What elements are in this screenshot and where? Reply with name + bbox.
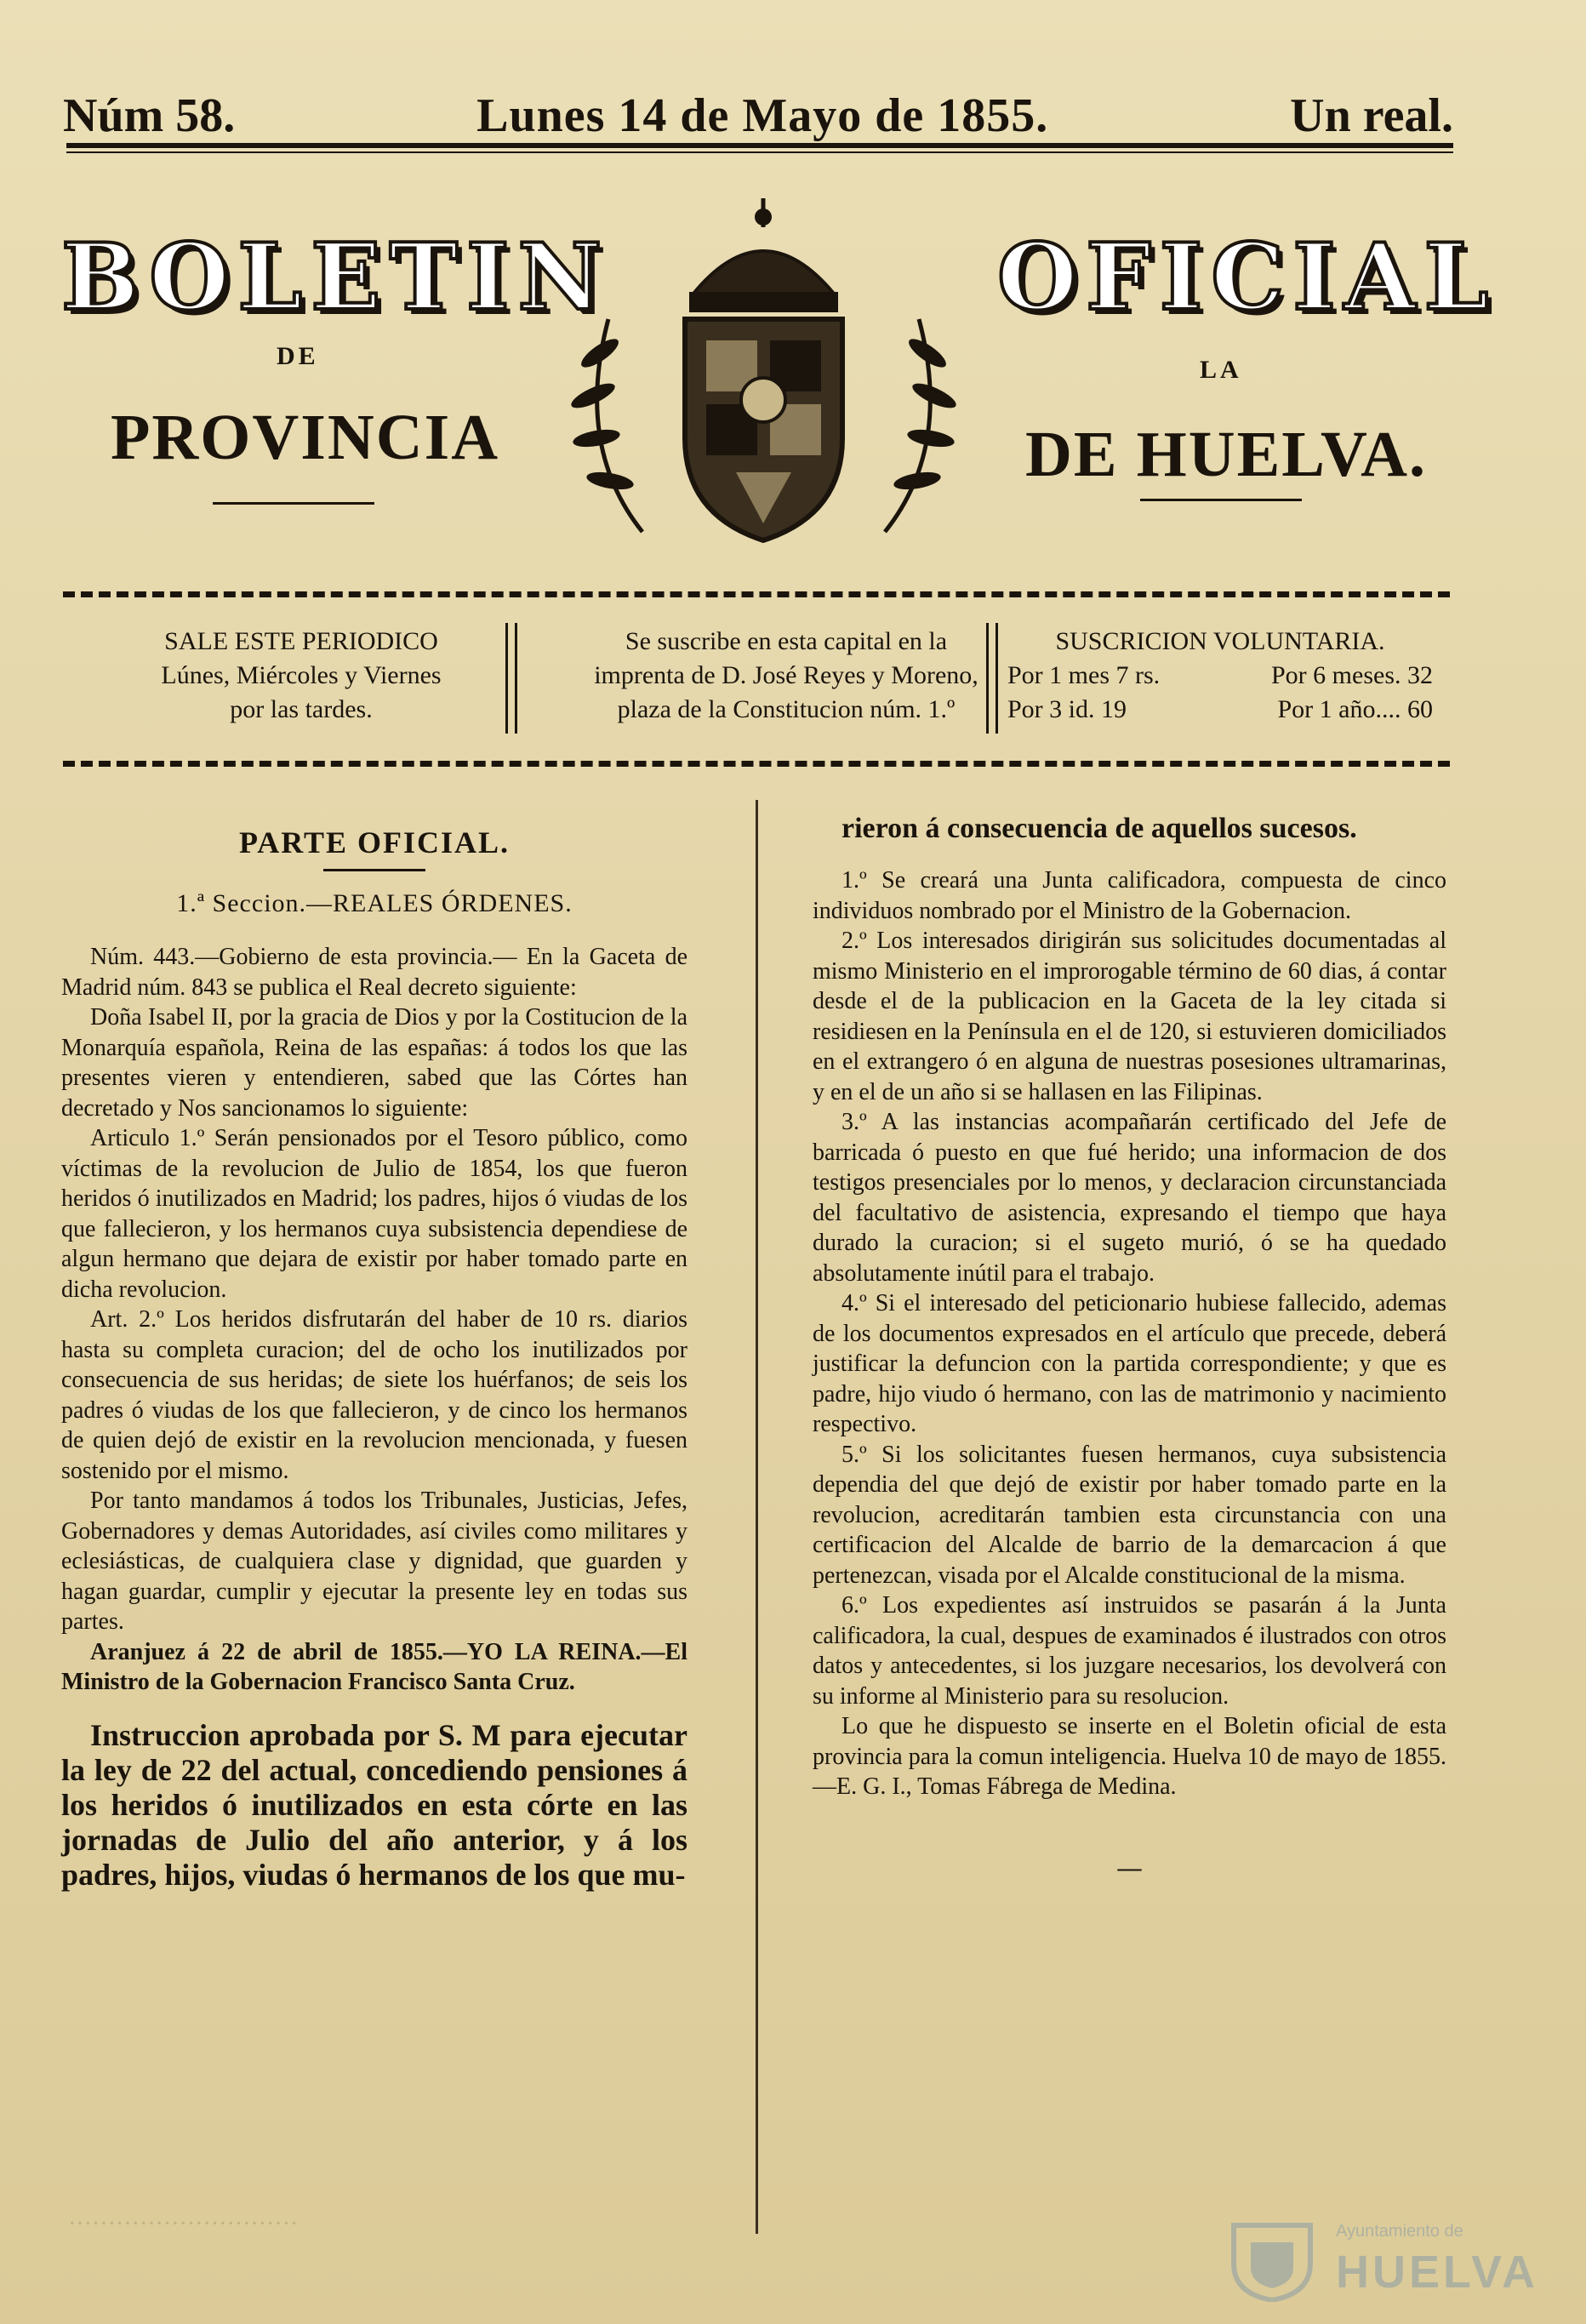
- article-paragraph: 2.º Los interesados dirigirán sus solicitudes documentadas al mismo Ministerio en el improrogable término de 60 dias, á contar desde el de la publicacion en la Gaceta de la ley citada si residiesen en la Península en el de 120, si estuvieren domiciliados en el extrangero ó en alguna de nuestras posesiones ultramarinas, y en el de un año si se hallasen en las Filipinas.: [813, 928, 1446, 1105]
- title-ornament-left: [213, 502, 374, 505]
- issue-date: Lunes 14 de Mayo de 1855.: [476, 89, 1049, 142]
- subscription-box: [63, 591, 1450, 767]
- archive-watermark: [1225, 2217, 1538, 2302]
- article-paragraph: Doña Isabel II, por la gracia de Dios y por la Costitucion de la Monarquía española, Reina de las españas: á todos los que las presentes vieren y entendieren, sabed que las Córtes han decretado y Nos sancionamos lo siguiente:: [61, 1004, 687, 1122]
- box-separator: [505, 623, 517, 734]
- article-paragraph: 4.º Si el interesado del peticionario hubiese fallecido, ademas de los documentos expresados en el artículo que precede, deberá justificar la defuncion con la partida correspondiente; y que es padre, hijo viudo ó hermano, con las de matrimonio y nacimiento respectivo.: [813, 1290, 1446, 1437]
- title-la: LA: [1200, 356, 1242, 384]
- price-row: [1007, 659, 1433, 693]
- article-paragraph: Por tanto mandamos á todos los Tribunales, Justicias, Jefes, Gobernadores y demas Autoridades, así civiles como militares y eclesiásticas, de cualquiera clase y dignidad, que guarden y hagan guardar, cumplir y ejecutar la presente ley en todas sus partes.: [61, 1487, 687, 1635]
- right-column: [813, 813, 1446, 1883]
- schedule-line-3: por las tardes.: [230, 695, 373, 723]
- left-column: [61, 813, 687, 1893]
- column-divider: [756, 800, 758, 2234]
- title-boletin: BOLETIN: [61, 224, 611, 331]
- title-de: DE: [277, 342, 319, 370]
- price-1-year: Por 1 año.... 60: [1277, 695, 1433, 723]
- masthead: [63, 89, 1453, 142]
- end-mark: —: [1117, 1854, 1142, 1881]
- subscription-prices: [1007, 625, 1433, 727]
- section-title: PARTE OFICIAL.: [238, 825, 511, 859]
- bleed-through-text: ·····························: [68, 2211, 299, 2237]
- article-paragraph: Articulo 1.º Serán pensionados por el Tesoro público, como víctimas de la revolucion de Julio de 1854, los que fueron heridos ó inutilizados en Madrid; los padres, hijos ó viudas de los que fallecieron, y los hermanos cuya subsistencia dependiese de algun hermano que dejara de existir por haber tomado parte en dicha revolucion.: [61, 1125, 687, 1303]
- price-3-months: Por 3 id. 19: [1007, 695, 1127, 723]
- title-de-huelva: DE HUELVA.: [1025, 419, 1427, 490]
- article-paragraph: 5.º Si los solicitantes fuesen hermanos, cuya subsistencia dependia del que dejó de existir por haber tomado parte en la revolucion, acreditarán tambien esta circunstancia con una certificacion del Alcalde de barrio de la demarcacion á que pertenezcan, visada por el Alcalde constitucional de la misma.: [813, 1441, 1446, 1589]
- closing-paragraph: Lo que he dispuesto se inserte en el Boletin oficial de esta provincia para la comun inteligencia. Huelva 10 de mayo de 1855.—E. G. I., Tomas Fábrega de Medina.: [813, 1713, 1446, 1800]
- city-shield-icon: [1225, 2217, 1319, 2302]
- subsection-title: 1.ª Seccion.—REALES ÓRDENES.: [176, 888, 573, 917]
- price-6-months: Por 6 meses. 32: [1271, 661, 1433, 689]
- issue-price: Un real.: [1290, 89, 1453, 142]
- watermark-caption: Ayuntamiento de: [1336, 2222, 1463, 2241]
- instruction-continuation: rieron á consecuencia de aquellos sucesos.: [841, 813, 1357, 844]
- location-line-3: plaza de la Constitucion núm. 1.º: [617, 695, 956, 723]
- issue-number: Núm 58.: [63, 89, 236, 142]
- location-line-2: imprenta de D. José Reyes y Moreno,: [594, 661, 978, 689]
- section-rule: [323, 869, 425, 871]
- masthead-rule-thin: [66, 151, 1453, 153]
- article-paragraph: 6.º Los expedientes así instruidos se pasarán á la Junta calificadora, la cual, despues de examinados é ilustrados con otros datos y antecedentes, si los juzgare necesarios, los devolverá con su informe al Ministerio para su resolucion.: [813, 1592, 1446, 1710]
- prices-title: SUSCRICION VOLUNTARIA.: [1055, 627, 1385, 655]
- article-paragraph: 1.º Se creará una Junta calificadora, compuesta de cinco individuos nombrado por el Ministro de la Gobernacion.: [813, 867, 1446, 924]
- article-paragraph: Núm. 443.—Gobierno de esta provincia.— En la Gaceta de Madrid núm. 843 se publica el Real decreto siguiente:: [61, 944, 687, 1001]
- title-ornament-right: [1140, 499, 1302, 501]
- title-provincia: PROVINCIA: [111, 402, 500, 473]
- title-oficial: OFICIAL: [997, 224, 1498, 331]
- masthead-rule: [66, 143, 1453, 148]
- decree-signature: Aranjuez á 22 de abril de 1855.—YO LA REINA.—El Ministro de la Gobernacion Francisco Santa Cruz.: [61, 1638, 687, 1695]
- schedule-line-2: Lúnes, Miércoles y Viernes: [161, 661, 442, 689]
- publication-schedule: [71, 625, 531, 727]
- watermark-name: HUELVA: [1336, 2247, 1538, 2298]
- subscription-location: [522, 625, 1050, 727]
- instruction-heading: Instruccion aprobada por S. M para ejecutar la ley de 22 del actual, concediendo pensiones á los heridos ó inutilizados en esta córte en las jornadas de Julio del año anterior, y á los padres, hijos, viudas ó hermanos de los que mu-: [61, 1717, 687, 1892]
- box-separator: [986, 623, 998, 734]
- location-line-1: Se suscribe en esta capital en la: [625, 627, 948, 655]
- price-1-month: Por 1 mes 7 rs.: [1007, 661, 1161, 689]
- article-paragraph: Art. 2.º Los heridos disfrutarán del haber de 10 rs. diarios hasta su completa curacion; del de ocho los inutilizados por consecuencia de sus heridas; de siete los huérfanos; de seis los padres ó viudas de los que fallecieron, y de cinco los hermanos de quien dejó de existir en la revolucion mencionada, y fuesen sostenido por el mismo.: [61, 1306, 687, 1484]
- article-paragraph: 3.º A las instancias acompañarán certificado del Jefe de barricada ó puesto en que fué herido; una informacion de dos testigos presenciales por lo menos, y declaracion circunstanciada del facultativo de asistencia, expresando el tiempo que haya durado la curacion; si el sugeto murió, ó se ha quedado absolutamente inútil para el trabajo.: [813, 1109, 1446, 1287]
- schedule-line-1: SALE ESTE PERIODICO: [164, 627, 438, 655]
- price-row: [1007, 693, 1433, 727]
- royal-coat-of-arms-icon: [540, 191, 987, 557]
